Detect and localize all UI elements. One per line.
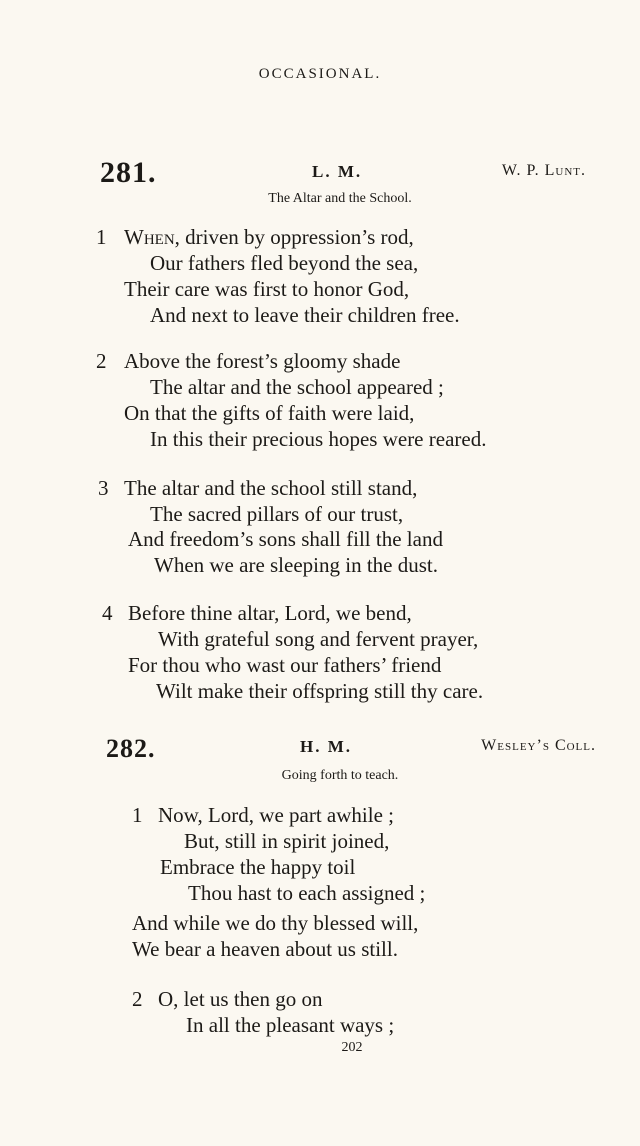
verse-line: O, let us then go on — [158, 987, 323, 1011]
initial-word: When — [124, 225, 175, 249]
hymn-meter: H. M. — [300, 737, 353, 756]
hymn-title: The Altar and the School. — [268, 191, 412, 206]
stanza-number: 2 — [96, 349, 107, 373]
hymn-number: 282. — [106, 734, 156, 763]
verse-line: The sacred pillars of our trust, — [150, 502, 404, 526]
verse-line: And while we do thy blessed will, — [132, 911, 419, 935]
verse-line: But, still in spirit joined, — [184, 829, 390, 853]
hymn-author: Wesley’s Coll. — [481, 737, 596, 754]
stanza-number: 1 — [132, 803, 143, 827]
hymn-number: 281. — [100, 156, 157, 189]
verse-line: For thou who wast our fathers’ friend — [128, 653, 442, 677]
verse-line: Their care was first to honor God, — [124, 277, 410, 301]
verse-line: When we are sleeping in the dust. — [154, 553, 438, 577]
verse-line: Now, Lord, we part awhile ; — [158, 803, 394, 827]
verse-line: On that the gifts of faith were laid, — [124, 401, 415, 425]
verse-line: With grateful song and fervent prayer, — [158, 627, 479, 651]
verse-line: Thou hast to each assigned ; — [188, 881, 426, 905]
verse-line: Embrace the happy toil — [160, 855, 356, 879]
verse-line: Above the forest’s gloomy shade — [124, 349, 401, 373]
verse-line: In this their precious hopes were reared. — [150, 427, 487, 451]
verse-line: The altar and the school appeared ; — [150, 375, 444, 399]
verse-line: And next to leave their children free. — [150, 303, 460, 327]
verse-line: The altar and the school still stand, — [124, 476, 418, 500]
verse-line: Wilt make their offspring still thy care. — [156, 679, 484, 703]
verse-line: Before thine altar, Lord, we bend, — [128, 601, 412, 625]
hymn-282-header — [0, 734, 640, 764]
running-head: OCCASIONAL. — [258, 66, 382, 82]
verse-line: In all the pleasant ways ; — [186, 1013, 395, 1037]
stanza-number: 1 — [96, 225, 107, 249]
hymn-281-header — [0, 156, 640, 189]
verse-line-rest: , driven by oppression’s rod, — [174, 225, 414, 249]
verse-line: Our fathers fled beyond the sea, — [150, 251, 419, 275]
verse-line: We bear a heaven about us still. — [132, 937, 398, 961]
stanza-number: 4 — [102, 601, 113, 625]
stanza-number: 3 — [98, 476, 109, 500]
page-number: 202 — [341, 1040, 363, 1055]
verse-line: And freedom’s sons shall fill the land — [128, 527, 443, 551]
hymn-meter: L. M. — [312, 162, 363, 181]
stanza-number: 2 — [132, 987, 143, 1011]
hymn-author: W. P. Lunt. — [501, 162, 586, 179]
verse-line — [124, 225, 414, 250]
hymn-title: Going forth to teach. — [281, 768, 399, 783]
